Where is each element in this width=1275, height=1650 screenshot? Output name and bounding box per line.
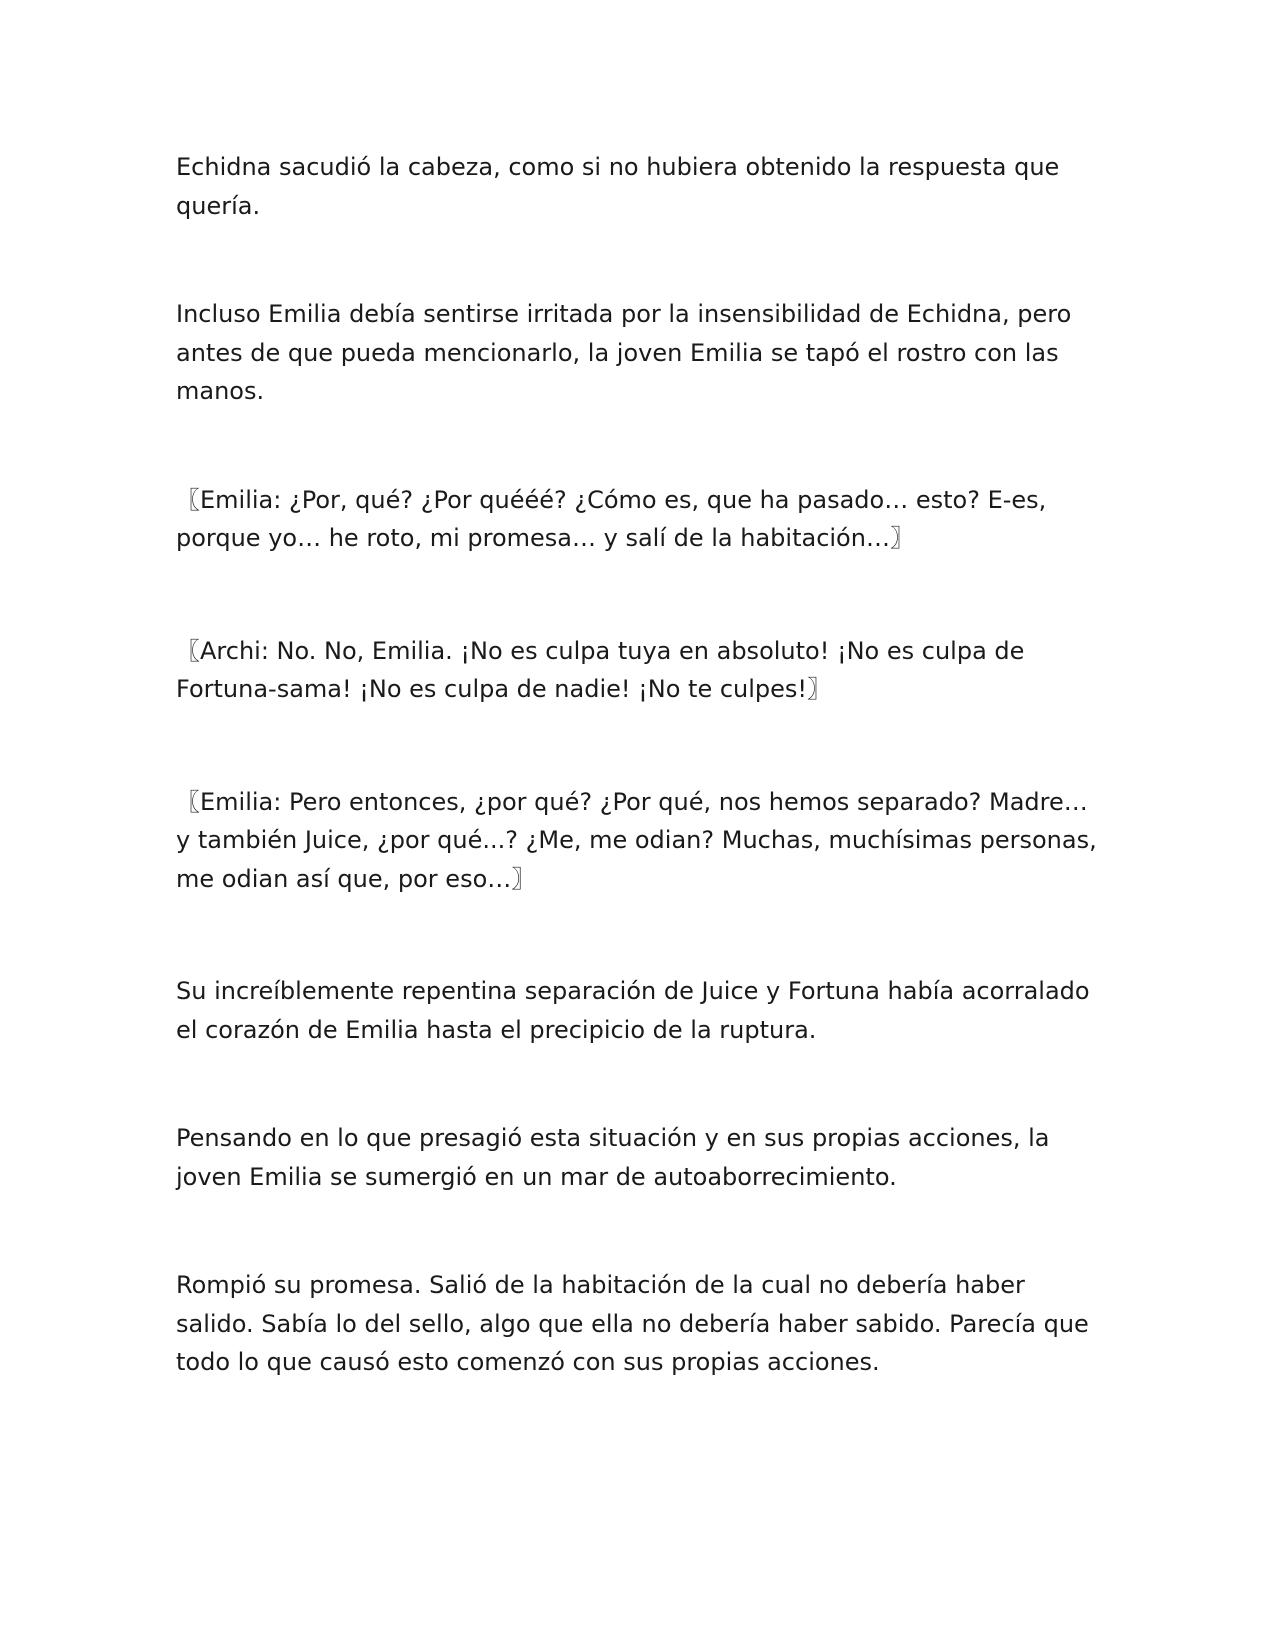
- dialogue-emilia-1: 〖Emilia: ¿Por, qué? ¿Por quééé? ¿Cómo es, que ha pasado… esto? E-es, porque yo… he roto, mi promesa… y salí de la habitación…〗: [176, 485, 1054, 552]
- paragraph-6: Su increíblemente repentina separación de Juice y Fortuna había acorralado el corazón de Emilia hasta el precipicio de la ruptura.: [176, 977, 1098, 1044]
- dialogue-emilia-2: 〖Emilia: Pero entonces, ¿por qué? ¿Por qué, nos hemos separado? Madre… y también Juice, ¿por qué...? ¿Me, me odian? Muchas, muchísimas personas, me odian así que, por eso…〗: [176, 787, 1105, 893]
- paragraph-8: Rompió su promesa. Salió de la habitación de la cual no debería haber salido. Sabía lo del sello, algo que ella no debería haber sabido. Parecía que todo lo que causó esto comenzó con sus propias acciones.: [176, 1271, 1097, 1376]
- paragraph-2: Incluso Emilia debía sentirse irritada por la insensibilidad de Echidna, pero antes de que pueda mencionarlo, la joven Emilia se tapó el rostro con las manos.: [176, 300, 1079, 405]
- paragraph-7: Pensando en lo que presagió esta situación y en sus propias acciones, la joven Emilia se sumergió en un mar de autoaborrecimiento.: [176, 1124, 1058, 1191]
- dialogue-archi: 〖Archi: No. No, Emilia. ¡No es culpa tuya en absoluto! ¡No es culpa de Fortuna-sama! ¡No es culpa de nadie! ¡No te culpes!〗: [176, 636, 1033, 703]
- paragraph-1: Echidna sacudió la cabeza, como si no hubiera obtenido la respuesta que quería.: [176, 153, 1067, 220]
- document-body: [176, 148, 1106, 1452]
